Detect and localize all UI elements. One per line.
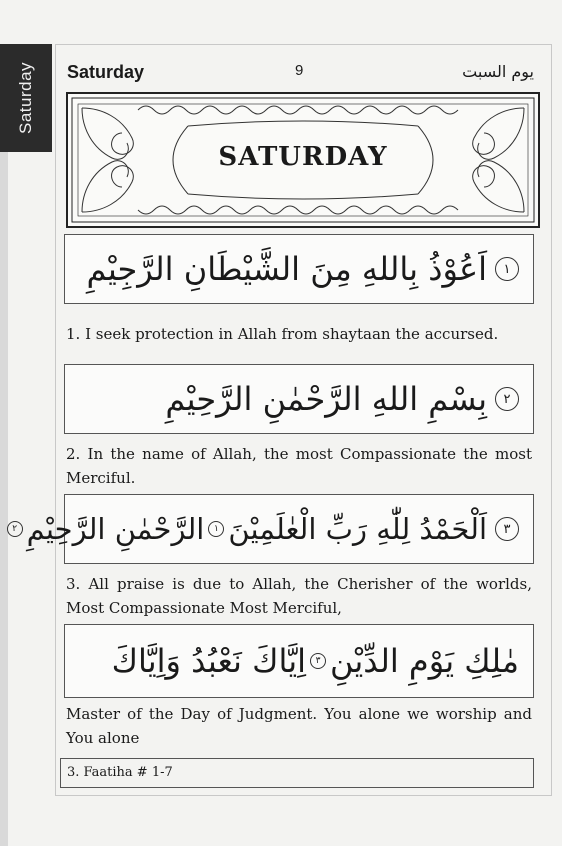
verse-arabic-2 — [165, 365, 519, 433]
page-number: 9 — [295, 62, 304, 79]
side-tab — [0, 44, 52, 152]
verse-end-mark: ١ — [208, 521, 224, 537]
verse-number-badge: ١ — [495, 257, 519, 281]
header-day-title: Saturday — [67, 62, 145, 82]
arabic-text: اِيَّاكَ نَعْبُدُ وَاِيَّاكَ — [111, 642, 306, 680]
arabic-text: اَعُوْذُ بِاللهِ مِنَ الشَّيْطَانِ الرَّجِيْمِ — [86, 250, 487, 288]
verse-arabic-4 — [112, 625, 519, 697]
verse-box-1 — [64, 234, 534, 304]
page-header — [67, 60, 534, 88]
header-arabic-title: يوم السبت — [462, 62, 534, 81]
side-tab-label: Saturday — [16, 61, 36, 135]
arabic-text: مٰلِكِ يَوْمِ الدِّيْنِ — [330, 642, 519, 680]
verse-translation-3: 3. All praise is due to Allah, the Cherisher of the worlds, Most Compassionate Most Merciful, — [66, 575, 532, 617]
arabic-text: اَلْحَمْدُ لِلّٰهِ رَبِّ الْعٰلَمِيْنَ — [228, 512, 487, 546]
arabic-text: الرَّحْمٰنِ الرَّحِيْمِ — [26, 512, 205, 546]
banner-title: SATURDAY — [218, 142, 388, 172]
verse-end-mark: ٣ — [310, 653, 326, 669]
verse-end-mark: ٢ — [7, 521, 23, 537]
verse-arabic-3 — [3, 495, 519, 563]
verse-number-badge: ٢ — [495, 387, 519, 411]
verse-arabic-1 — [87, 235, 519, 303]
arabic-text: بِسْمِ اللهِ الرَّحْمٰنِ الرَّحِيْمِ — [165, 380, 487, 418]
verse-box-3 — [12, 494, 534, 564]
footer-reference-box — [60, 758, 534, 788]
verse-box-4 — [64, 624, 534, 698]
verse-translation-2: 2. In the name of Allah, the most Compassionate the most Merciful. — [66, 445, 532, 487]
ornamental-banner — [66, 92, 540, 228]
verse-translation-4: Master of the Day of Judgment. You alone we worship and You alone — [66, 705, 532, 747]
footer-reference: 3. Faatiha # 1-7 — [67, 765, 173, 780]
verse-box-2 — [64, 364, 534, 434]
verse-number-badge: ٣ — [495, 517, 519, 541]
verse-translation-1: 1. I seek protection in Allah from shaytaan the accursed. — [66, 325, 499, 343]
